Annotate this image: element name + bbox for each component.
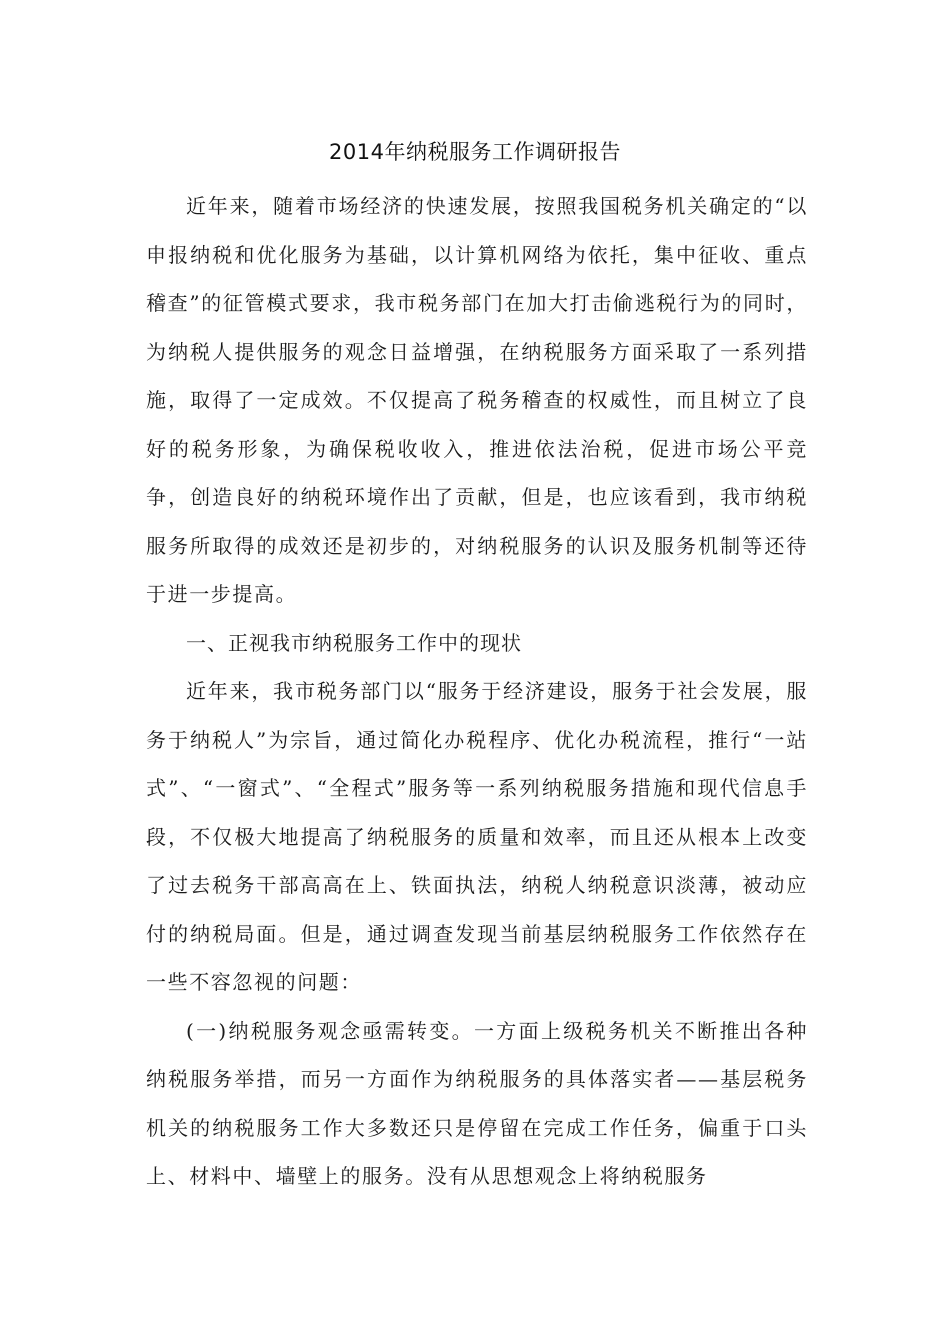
paragraph-intro: 近年来，随着市场经济的快速发展，按照我国税务机关确定的“以申报纳税和优化服务为基础，以计算机网络为依托，集中征收、重点稽查”的征管模式要求，我市税务部门在加大打击偷逃税行为的同时，为纳税人提供服务的观念日益增强，在纳税服务方面采取了一系列措施，取得了一定成效。不仅提高了税务稽查的权威性，而且树立了良好的税务形象，为确保税收收入，推进依法治税，促进市场公平竞争，创造良好的纳税环境作出了贡献，但是，也应该看到，我市纳税服务所取得的成效还是初步的，对纳税服务的认识及服务机制等还待于进一步提高。 [146, 194, 808, 606]
section-heading-1: 一、正视我市纳税服务工作中的现状 [186, 630, 522, 655]
paragraph-status: 近年来，我市税务部门以“服务于经济建设，服务于社会发展，服务于纳税人”为宗旨，通过简化办税程序、优化办税流程，推行“一站式”、“一窗式”、“全程式”服务等一系列纳税服务措施和现代信息手段，不仅极大地提高了纳税服务的质量和效率，而且还从根本上改变了过去税务干部高高在上、铁面执法，纳税人纳税意识淡薄，被动应付的纳税局面。但是，通过调查发现当前基层纳税服务工作依然存在一些不容忽视的问题： [146, 679, 808, 994]
paragraph-point-1: (一)纳税服务观念亟需转变。一方面上级税务机关不断推出各种纳税服务举措，而另一方面作为纳税服务的具体落实者——基层税务机关的纳税服务工作大多数还只是停留在完成工作任务，偏重于口头上、材料中、墙壁上的服务。没有从思想观念上将纳税服务 [146, 1018, 808, 1188]
document-body [146, 182, 808, 1201]
document-title: 2014年纳税服务工作调研报告 [329, 140, 621, 164]
